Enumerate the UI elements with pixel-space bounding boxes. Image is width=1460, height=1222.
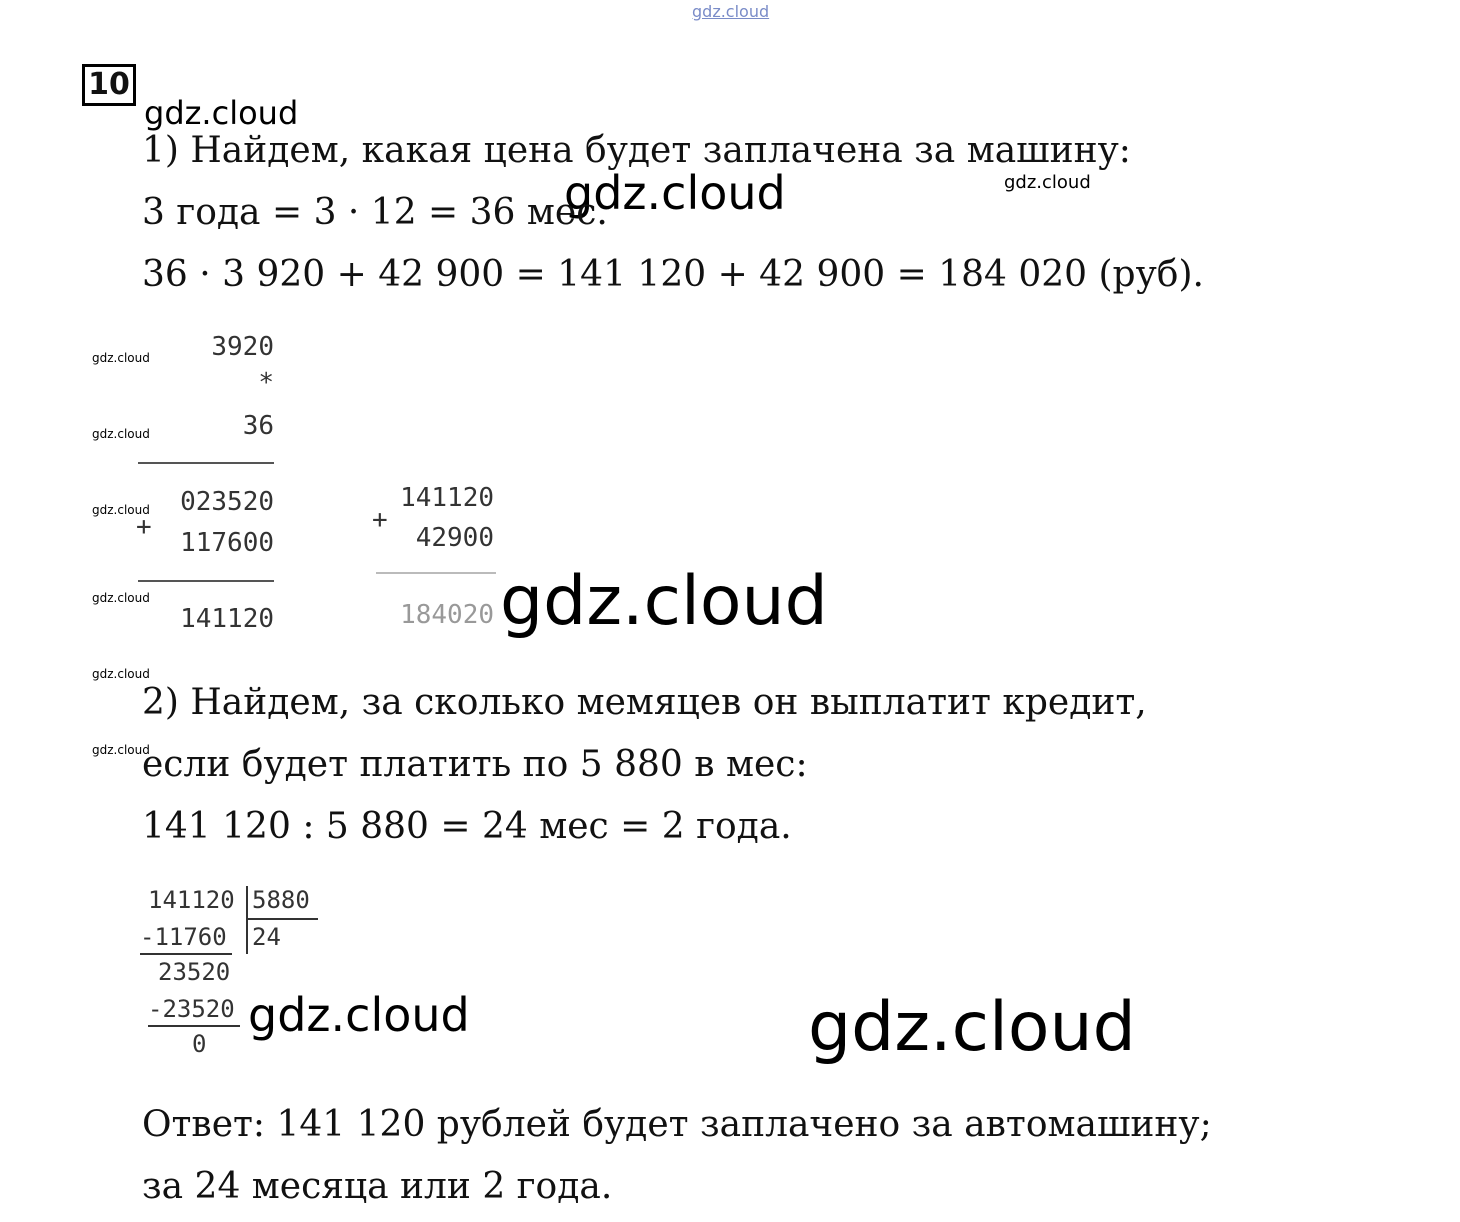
watermark-large-3: gdz.cloud [248, 988, 470, 1042]
mult-line-1 [138, 462, 274, 464]
mult-operand-b: 36 [242, 411, 274, 441]
div-remainder-1: 23520 [158, 958, 231, 986]
mult-plus-sign: + [136, 512, 152, 542]
add-plus-sign: + [372, 505, 388, 535]
watermark-margin-1: gdz.cloud [92, 351, 150, 365]
add-operand-b: 42900 [415, 523, 494, 553]
watermark-margin-5: gdz.cloud [92, 667, 150, 681]
watermark-large-4: gdz.cloud [808, 988, 1136, 1067]
step2-heading-cont: если будет платить по 5 880 в мес: [142, 744, 808, 785]
watermark-margin-4: gdz.cloud [92, 591, 150, 605]
watermark-large-2: gdz.cloud [500, 562, 828, 641]
watermark-top: gdz.cloud [692, 2, 770, 21]
watermark-margin-3: gdz.cloud [92, 503, 150, 517]
watermark-margin-2: gdz.cloud [92, 427, 150, 441]
div-remainder-2: 0 [192, 1030, 207, 1058]
add-result: 184020 [400, 600, 494, 630]
step2-heading: 2) Найдем, за сколько мемяцев он выплатит кредит, [142, 682, 1147, 723]
div-line-2 [148, 1025, 240, 1027]
add-line [376, 572, 496, 574]
mult-partial-1: 023520 [180, 487, 274, 517]
div-quotient: 24 [252, 923, 281, 951]
watermark-margin-6: gdz.cloud [92, 743, 150, 757]
div-vertical-bar [246, 886, 248, 954]
mult-result: 141120 [180, 604, 274, 634]
div-subtrahend-2: -23520 [148, 995, 235, 1023]
add-operand-a: 141120 [400, 483, 494, 513]
div-divisor: 5880 [252, 886, 310, 914]
watermark-small-right: gdz.cloud [1004, 172, 1091, 193]
div-dividend: 141120 [148, 886, 235, 914]
mult-operator: * [258, 368, 274, 398]
task-number-box: 10 [82, 64, 136, 106]
mult-partial-2: 117600 [180, 528, 274, 558]
step1-total-line: 36 · 3 920 + 42 900 = 141 120 + 42 900 = 184 020 (руб). [142, 254, 1204, 295]
answer-line-2: за 24 месяца или 2 года. [142, 1166, 613, 1207]
div-subtrahend-1: -11760 [140, 923, 227, 951]
mult-operand-a: 3920 [211, 332, 274, 362]
step1-months-line: 3 года = 3 · 12 = 36 мес. [142, 192, 608, 233]
step2-division-line: 141 120 : 5 880 = 24 мес = 2 года. [142, 806, 792, 847]
watermark-large-1: gdz.cloud [564, 166, 786, 220]
watermark-heading: gdz.cloud [144, 94, 299, 132]
div-divisor-line [248, 918, 318, 920]
mult-line-2 [138, 580, 274, 582]
answer-line-1: Ответ: 141 120 рублей будет заплачено за автомашину; [142, 1104, 1212, 1145]
step1-heading: 1) Найдем, какая цена будет заплачена за машину: [142, 130, 1131, 171]
div-line-1 [140, 953, 232, 955]
